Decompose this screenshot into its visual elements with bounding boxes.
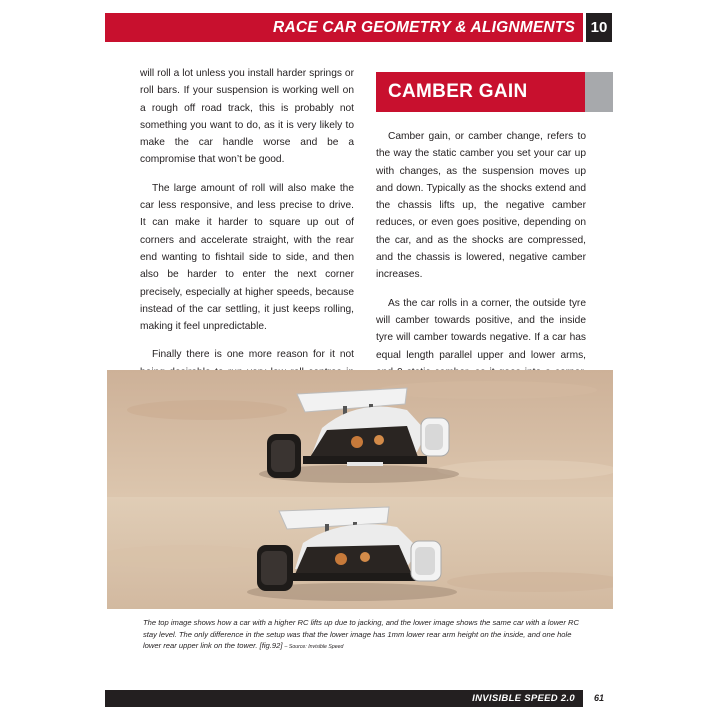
caption-text: The top image shows how a car with a higher RC lifts up due to jacking, and the lower image shows the same car with a lower RC stay level. The only difference in the setup was that the lower image has 1mm lower rear arm height on the inside, and one hole lower rear upper link on the tower. [fig.92]: [143, 618, 580, 651]
chapter-number: 10: [586, 13, 612, 42]
body-paragraph: The large amount of roll will also make the car less responsive, and less precise to drive. It can make it harder to square up out of corners and accelerate straight, with the rear end wanting to fishtail side to side, and then also be harder to enter the next corner precisely, especially at higher speeds, because instead of the car settling, it just keeps rolling, making it feel unpredictable.: [140, 182, 354, 333]
body-paragraph: As the car rolls in a corner, the outside tyre will camber towards positive, and the inside tyre will camber towards negative. If a car has equal length parallel upper and lower arms,: [376, 297, 586, 361]
body-paragraph: Camber gain, or camber change, refers to the way the static camber you set your car up with changes, as the suspension moves up and down. Typically as the shocks extend and the chassis lifts up, the negative camber reduces, or even goes positive, depending on the car, and as the shocks are compressed, and the chassis is lowered, negative camber increases.: [376, 131, 586, 281]
page-number: 61: [593, 693, 604, 703]
body-paragraph: will roll a lot unless you install harder springs or roll bars. If your suspension is working well on a rough off road track, this is probably not something you want to do, as it is very likely to make the car handle worse and be a compromise that won’t be good.: [140, 68, 354, 166]
section-title: CAMBER GAIN: [388, 81, 528, 102]
photo-bottom-car-low-rc: [107, 497, 613, 609]
chapter-title: RACE CAR GEOMETRY & ALIGNMENTS: [273, 19, 575, 36]
body-paragraph: Finally there is one more reason for it not: [152, 349, 354, 361]
section-heading-accent: [585, 72, 613, 112]
book-title: INVISIBLE SPEED 2.0: [472, 693, 575, 704]
caption-source: – Source: Invisible Speed: [284, 644, 344, 651]
section-heading-bar: [376, 72, 585, 112]
footer-bar: [105, 690, 583, 707]
photo-top-car-high-rc: [107, 370, 613, 497]
figure-caption: [143, 617, 583, 654]
header-bar: [105, 13, 583, 42]
